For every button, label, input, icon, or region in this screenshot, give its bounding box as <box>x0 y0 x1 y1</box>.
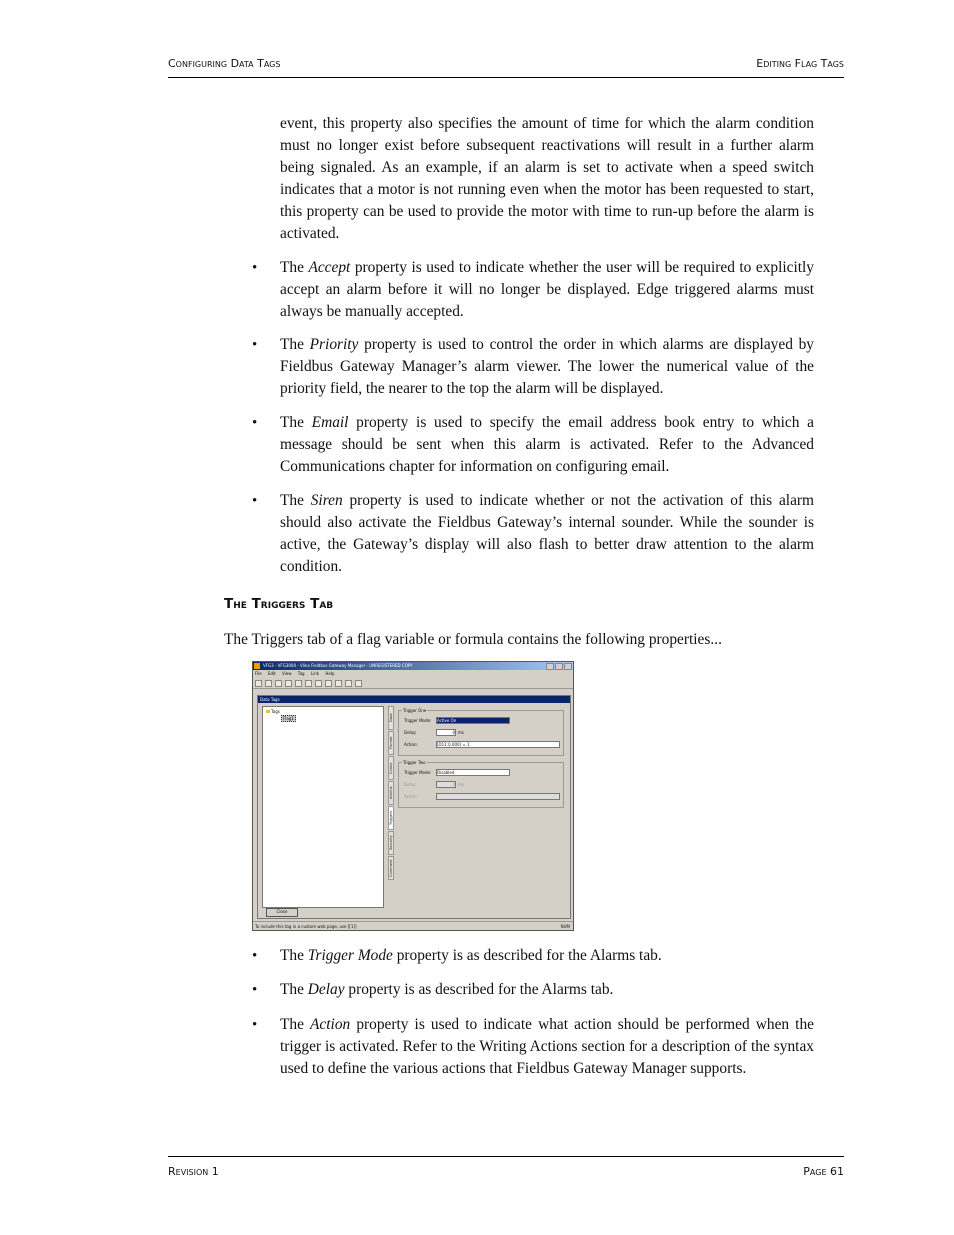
tree-node-tags: Tags <box>266 709 280 714</box>
menu-help: Help <box>325 671 335 676</box>
triggers-panel <box>398 706 564 911</box>
cut-icon <box>285 680 292 687</box>
minimize-icon <box>546 663 554 670</box>
action-label: Action: <box>404 794 418 799</box>
trigger-two-delay-field: 0 <box>436 781 456 788</box>
bullet-delay: The Delay property is as described for the Alarms tab. <box>280 981 614 998</box>
delay-label: Delay: <box>404 782 417 787</box>
open-icon <box>265 680 272 687</box>
tree-node-flag: Flag1 <box>283 716 294 721</box>
tab-colors: Colors <box>388 756 394 780</box>
maximize-icon <box>555 663 563 670</box>
intro-paragraph: event, this property also specifies the amount of time for which the alarm condition must no longer exist before subsequent reactivations will result in a further alarm being signaled. As an example, if an alarm is set to activate when a speed switch indicates that a motor is not running even when the motor has been requested to start, this property can be used to provide the motor with time to run-up before the alarm is activated. <box>280 115 814 242</box>
trigger-one-label: Trigger One <box>403 708 427 713</box>
undo-icon <box>315 680 322 687</box>
trigger-one-group <box>398 710 564 756</box>
toolbar <box>253 679 573 689</box>
status-bar <box>253 921 573 930</box>
menu-tag: Tag <box>297 671 305 676</box>
nav-icon <box>335 680 342 687</box>
app-icon <box>254 663 260 669</box>
data-tags-window <box>257 695 571 919</box>
tab-format: Format <box>388 731 394 755</box>
data-tags-titlebar <box>258 696 570 703</box>
page-header <box>168 55 844 78</box>
copy-icon <box>295 680 302 687</box>
action-label: Action: <box>404 742 418 747</box>
bullet-glyph: • <box>252 260 258 276</box>
bullet-priority: The Priority property is used to control the order in which alarms are displayed by Fieldbus Gateway Manager’s alarm viewer. The lower the numerical value of the priority field, the nearer to the top the alarm will be displayed. <box>280 336 814 397</box>
bullet-glyph: • <box>252 337 258 353</box>
paste-icon <box>305 680 312 687</box>
bullet-action: The Action property is used to indicate what action should be performed when the trigger is activated. Refer to the Writing Actions section for a description of the syntax used to define the various actions that Fieldbus Gateway Manager supports. <box>280 1016 814 1077</box>
app-screenshot <box>252 661 574 931</box>
folder-icon <box>266 710 270 713</box>
num-lock-indicator: NUM <box>560 924 570 929</box>
trigger-one-delay-field: 0 <box>436 729 456 736</box>
status-text: To include this tag in a custom web page, use [[1]] <box>255 924 357 929</box>
bullet-glyph: • <box>252 493 258 509</box>
tab-triggers: Triggers <box>388 806 394 830</box>
new-icon <box>255 680 262 687</box>
bullet-glyph: • <box>252 1017 258 1033</box>
window-controls <box>545 663 572 671</box>
tab-security: Security <box>388 831 394 855</box>
tab-alarms: Alarms <box>388 781 394 805</box>
menu-view: View <box>282 671 292 676</box>
trigger-two-mode-select: Disabled <box>436 769 510 776</box>
window-titlebar <box>253 662 573 670</box>
delay-label: Delay: <box>404 730 417 735</box>
help-icon <box>355 680 362 687</box>
menu-link: Link <box>310 671 320 676</box>
tag-tree <box>262 706 384 908</box>
header-section: Editing Flag Tags <box>756 57 844 70</box>
bullet-email: The Email property is used to specify the email address book entry to which a message should be sent when this alarm is activated. Refer to the Advanced Communications chapter for information on configuring email. <box>280 414 815 475</box>
page-footer <box>168 1156 844 1181</box>
save-icon <box>275 680 282 687</box>
trigger-two-action-field <box>436 793 560 800</box>
data-tags-title: Data Tags <box>260 697 280 702</box>
footer-page-number: Page 61 <box>803 1165 844 1178</box>
delay-unit: ms <box>458 730 464 735</box>
menu-edit: Edit <box>267 671 276 676</box>
bullet-glyph: • <box>252 948 258 964</box>
property-tabs <box>388 706 396 906</box>
section-intro: The Triggers tab of a flag variable or formula contains the following properties... <box>224 631 722 648</box>
bullet-accept: The Accept property is used to indicate whether the user will be required to explicitly accept an alarm before it will no longer be displayed. Edge triggered alarms must always be manually accepted. <box>280 259 814 320</box>
delay-unit: ms <box>458 782 464 787</box>
trigger-two-group <box>398 762 564 808</box>
menu-bar <box>255 671 339 677</box>
trigger-one-action-field: [D11:0.000] = 1 <box>436 741 560 748</box>
trigger-mode-label: Trigger Mode: <box>404 718 432 723</box>
redo-icon <box>325 680 332 687</box>
bullet-trigger-mode: The Trigger Mode property is as described for the Alarms tab. <box>280 947 662 964</box>
close-icon <box>564 663 572 670</box>
window-title: VFG3 - VFG3000 - Vlinx Fieldbus Gateway Manager - UNREGISTERED COPY <box>263 663 413 668</box>
section-heading: The Triggers Tab <box>224 596 334 612</box>
bullet-glyph: • <box>252 415 258 431</box>
close-button: Close <box>266 908 298 917</box>
menu-file: File <box>255 671 262 676</box>
trigger-mode-label: Trigger Mode: <box>404 770 432 775</box>
header-chapter: Configuring Data Tags <box>168 57 281 70</box>
bullet-glyph: • <box>252 982 258 998</box>
trigger-two-label: Trigger Two <box>403 760 426 765</box>
find-icon <box>345 680 352 687</box>
tab-data: Data <box>388 706 394 730</box>
bullet-siren: The Siren property is used to indicate whether or not the activation of this alarm should also activate the Fieldbus Gateway’s internal sounder. While the sounder is active, the Gateway’s display will also flash to better draw attention to the alarm condition. <box>280 492 814 575</box>
tab-comment: Comment <box>388 856 394 880</box>
footer-revision: Revision 1 <box>168 1165 219 1178</box>
trigger-one-mode-select: Active On <box>436 717 510 724</box>
